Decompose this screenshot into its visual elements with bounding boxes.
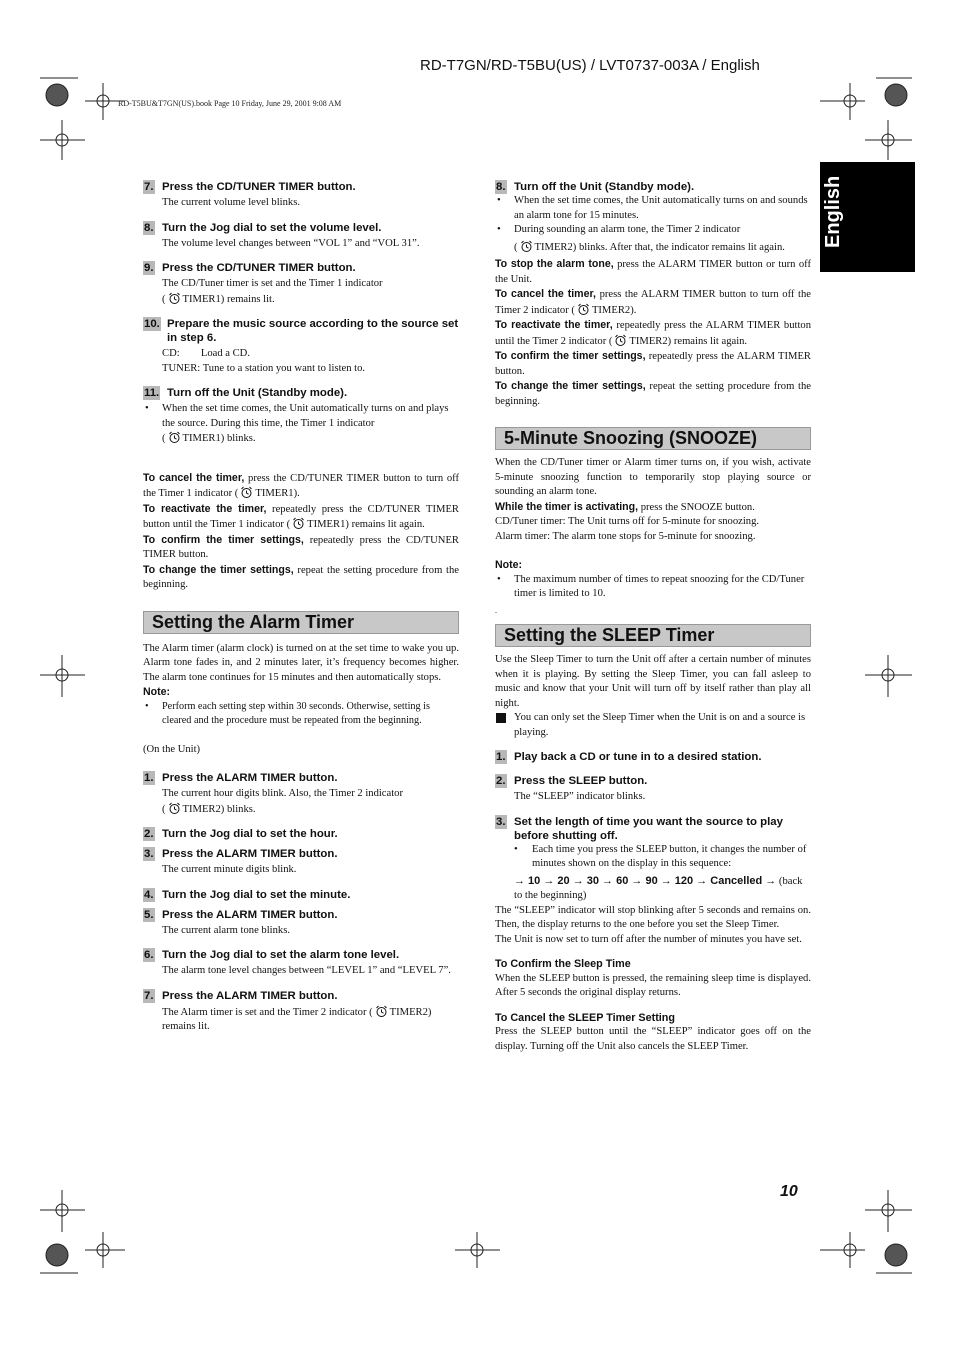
step-number: 9. <box>144 262 154 274</box>
step-title: Prepare the music source according to the source set in step 6. <box>167 318 459 344</box>
section-title-snooze: 5-Minute Snoozing (SNOOZE) <box>495 427 811 450</box>
alarm-step-3 <box>143 847 459 861</box>
step-title: Play back a CD or tune in to a desired station. <box>514 751 762 763</box>
language-tab-label: English <box>822 175 844 248</box>
step-title: Press the ALARM TIMER button. <box>162 848 338 860</box>
step-title: Turn the Jog dial to set the alarm tone level. <box>162 949 400 961</box>
language-tab <box>820 162 915 272</box>
step-body: The CD/Tuner timer is set and the Timer 1 indicator ( TIMER1) remains lit. <box>162 278 383 305</box>
cancel-timer-paragraph: To cancel the timer, press the CD/TUNER TIMER button to turn off the Timer 1 indicator ( TIMER1). <box>143 471 459 499</box>
change-settings-paragraph: To change the timer settings, repeat the setting procedure from the beginning. <box>143 563 459 590</box>
alarm-clock-icon <box>614 334 627 347</box>
step-body: The Alarm timer is set and the Timer 2 indicator ( TIMER2) remains lit. <box>162 1006 432 1032</box>
section-title-alarm-timer: Setting the Alarm Timer <box>143 611 459 634</box>
step-8-standby <box>495 180 811 194</box>
stray-dot: . <box>495 605 497 615</box>
step-body: The current volume level blinks. <box>162 197 300 208</box>
alarm-step-4 <box>143 888 459 902</box>
alarm-step-6 <box>143 948 459 962</box>
step-title: Turn the Jog dial to set the hour. <box>162 828 338 840</box>
alarm-clock-icon <box>168 292 181 305</box>
step-8-volume <box>143 221 459 235</box>
sleep-sequence: → 10 → 20 → 30 → 60 → 90 → 120 → Cancelled → (back to the beginning) <box>514 874 803 901</box>
step-body: The current minute digits blink. <box>162 864 297 875</box>
step-title: Press the SLEEP button. <box>514 775 648 787</box>
sleep-intro: Use the Sleep Timer to turn the Unit off after a certain number of minutes when it is playing. By setting the Sleep Timer, you can fall asleep to music and know that your Unit will turn off by itself rather than play all night. <box>495 654 811 709</box>
step-title: Turn the Jog dial to set the minute. <box>162 888 351 901</box>
confirm-settings-paragraph: To confirm the timer settings, repeatedly press the ALARM TIMER button. <box>495 350 811 377</box>
step-number: 2. <box>496 775 506 787</box>
step-title: Turn off the Unit (Standby mode). <box>167 387 348 399</box>
step-number: 8. <box>144 221 154 234</box>
step-number: 8. <box>496 181 506 193</box>
note-item: • Perform each setting step within 30 seconds. Otherwise, setting is cleared and the procedure must be repeated from the beginning. <box>143 700 459 729</box>
sleep-step-2 <box>495 774 811 788</box>
step-body: The “SLEEP” indicator blinks. <box>514 791 646 802</box>
alarm-clock-icon <box>375 1005 388 1018</box>
note-label: Note: <box>143 686 171 698</box>
sleep-after-2: The Unit is now set to turn off after the number of minutes you have set. <box>495 933 802 945</box>
step-number: 7. <box>144 181 154 193</box>
list-item: • During sounding an alarm tone, the Timer 2 indicator <box>495 223 811 238</box>
list-item: • When the set time comes, the Unit automatically turns on and plays the source. During this time, the Timer 1 indicator ( TIMER1) blinks. <box>143 402 459 447</box>
document-title: RD-T7GN/RD-T5BU(US) / LVT0737-003A / English <box>420 57 760 74</box>
step-title: Press the ALARM TIMER button. <box>162 772 338 784</box>
alarm-clock-icon <box>520 240 533 253</box>
step-number: 6. <box>144 949 154 961</box>
snooze-while-paragraph: While the timer is activating, press the SNOOZE button. <box>495 500 755 513</box>
confirm-sleep-text: When the SLEEP button is pressed, the remaining sleep time is displayed. After 5 seconds the original display returns. <box>495 972 811 998</box>
step-7-cd-tuner <box>143 180 459 194</box>
on-the-unit: (On the Unit) <box>143 743 201 755</box>
step-body: The current alarm tone blinks. <box>162 924 290 936</box>
sleep-only-note: You can only set the Sleep Timer when the Unit is on and a source is playing. <box>495 711 811 740</box>
step-body: The volume level changes between “VOL 1” and “VOL 31”. <box>162 237 420 249</box>
square-bullet-icon <box>496 713 506 723</box>
alarm-clock-icon <box>168 431 181 444</box>
step-title: Turn the Jog dial to set the volume level. <box>162 221 382 234</box>
reactivate-timer-paragraph: To reactivate the timer, repeatedly press the ALARM TIMER button until the Timer 2 indicator ( TIMER2) remains lit again. <box>495 319 811 347</box>
section-title-sleep-timer: Setting the SLEEP Timer <box>495 624 811 647</box>
book-file-line: RD-T5BU&T7GN(US).book Page 10 Friday, June 29, 2001 9:08 AM <box>118 99 342 108</box>
right-column <box>495 180 811 1054</box>
step-number: 3. <box>144 848 154 860</box>
step-body: The current hour digits blink. Also, the Timer 2 indicator ( TIMER2) blinks. <box>162 788 403 815</box>
step-body: ( TIMER2) blinks. After that, the indicator remains lit again. <box>514 241 785 253</box>
alarm-clock-icon <box>240 486 253 499</box>
reactivate-timer-paragraph: To reactivate the timer, repeatedly press the CD/TUNER TIMER button until the Timer 1 indicator ( TIMER1) remains lit again. <box>143 502 459 530</box>
step-number: 4. <box>144 888 154 901</box>
step-10-prepare-source <box>143 317 459 345</box>
list-item: • Each time you press the SLEEP button, it changes the number of minutes shown on the display in this sequence: <box>495 843 811 872</box>
step-number: 1. <box>496 751 506 763</box>
change-settings-paragraph: To change the timer settings, repeat the setting procedure from the beginning. <box>495 380 811 407</box>
step-title: Press the CD/TUNER TIMER button. <box>162 262 356 274</box>
step-number: 1. <box>144 772 154 784</box>
sleep-after-1: The “SLEEP” indicator will stop blinking after 5 seconds and remains on. Then, the display returns to the one before you set the Sleep Timer. <box>495 904 811 930</box>
alarm-clock-icon <box>577 303 590 316</box>
step-number: 11. <box>144 387 160 399</box>
step-number: 7. <box>144 989 154 1002</box>
step-title: Turn off the Unit (Standby mode). <box>514 181 695 193</box>
snooze-intro: When the CD/Tuner timer or Alarm timer turns on, if you wish, activate 5-minute snoozing function to temporarily stop playing source or sounding an alarm tone. <box>495 457 811 497</box>
step-11-standby <box>143 386 459 400</box>
alarm-clock-icon <box>292 517 305 530</box>
confirm-sleep-title: To Confirm the Sleep Time <box>495 958 631 970</box>
alarm-step-5 <box>143 908 459 922</box>
step-9-cd-tuner <box>143 261 459 275</box>
note-item: • The maximum number of times to repeat snoozing for the CD/Tuner timer is limited to 10. <box>495 573 811 602</box>
stop-alarm-paragraph: To stop the alarm tone, press the ALARM TIMER button or turn off the Unit. <box>495 258 811 285</box>
sleep-step-1 <box>495 750 811 764</box>
note-label: Note: <box>495 559 523 571</box>
step-title: Press the CD/TUNER TIMER button. <box>162 181 356 193</box>
alarm-clock-icon <box>168 802 181 815</box>
confirm-settings-paragraph: To confirm the timer settings, repeatedly press the CD/TUNER TIMER button. <box>143 533 459 560</box>
snooze-alarm-line: Alarm timer: The alarm tone stops for 5-minute for snoozing. <box>495 530 756 542</box>
step-number: 3. <box>496 815 506 828</box>
step-body: CD: Load a CD. TUNER: Tune to a station you want to listen to. <box>162 348 366 374</box>
cancel-sleep-title: To Cancel the SLEEP Timer Setting <box>495 1011 675 1024</box>
alarm-step-1 <box>143 771 459 785</box>
step-body: The alarm tone level changes between “LEVEL 1” and “LEVEL 7”. <box>162 965 451 976</box>
sleep-step-3 <box>495 815 811 843</box>
list-item: • When the set time comes, the Unit automatically turns on and sounds an alarm tone for 15 minutes. <box>495 194 811 223</box>
step-number: 10. <box>144 318 160 330</box>
step-title: Set the length of time you want the source to play before shutting off. <box>514 815 783 842</box>
alarm-intro: The Alarm timer (alarm clock) is turned on at the set time to wake you up. Alarm tone fades in, and 2 minutes later, it’s frequency becomes higher. The alarm tone continues for 15 minutes and then automatically stops. <box>143 642 459 683</box>
step-title: Press the ALARM TIMER button. <box>162 989 338 1002</box>
snooze-cd-line: CD/Tuner timer: The Unit turns off for 5-minute for snoozing. <box>495 516 760 527</box>
step-number: 2. <box>144 828 154 840</box>
cancel-timer-paragraph: To cancel the timer, press the ALARM TIMER button to turn off the Timer 2 indicator ( TIMER2). <box>495 288 811 316</box>
alarm-step-2 <box>143 827 459 841</box>
alarm-step-7 <box>143 989 459 1003</box>
step-title: Press the ALARM TIMER button. <box>162 908 338 921</box>
cancel-sleep-text: Press the SLEEP button until the “SLEEP” indicator goes off on the display. Turning off the Unit also cancels the SLEEP Timer. <box>495 1026 811 1052</box>
step-number: 5. <box>144 908 154 921</box>
page-number: 10 <box>780 1183 798 1200</box>
left-column <box>143 180 459 1035</box>
